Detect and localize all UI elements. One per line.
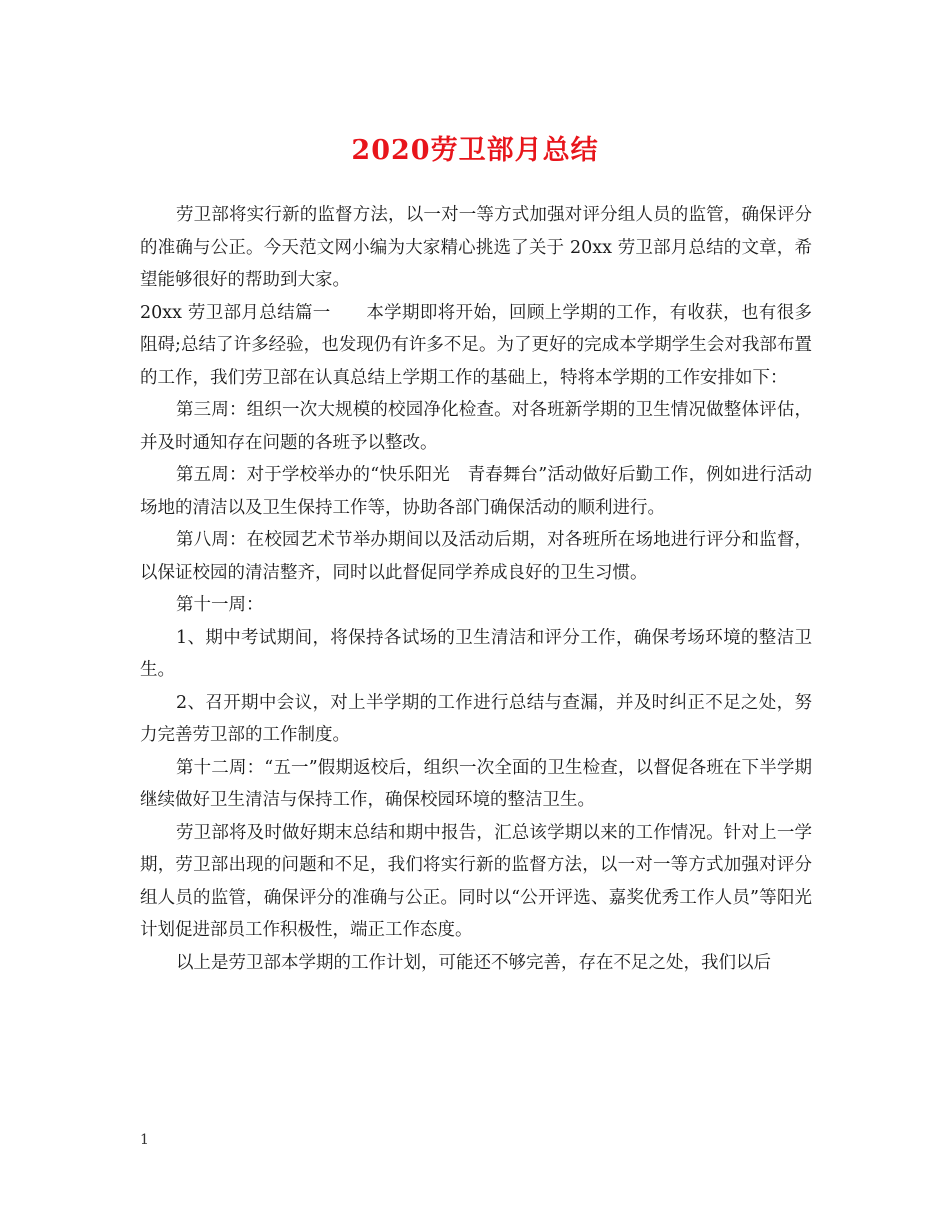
paragraph-week-11-item-1: 1、期中考试期间，将保持各试场的卫生清洁和评分工作，确保考场环境的整洁卫生。 [140, 627, 812, 680]
document-title: 2020劳卫部月总结 [351, 135, 599, 166]
paragraph-week-12: 第十二周：“五一”假期返校后，组织一次全面的卫生检查，以督促各班在下半学期继续做好卫生清洁与保持工作，确保校园环境的整洁卫生。 [140, 757, 812, 810]
page-number: 1 [140, 1132, 149, 1148]
paragraph-summary: 劳卫部将及时做好期末总结和期中报告，汇总该学期以来的工作情况。针对上一学期，劳卫部出现的问题和不足，我们将实行新的监督方法，以一对一等方式加强对评分组人员的监管，确保评分的准确与公正。同时以“公开评选、嘉奖优秀工作人员”等阳光计划促进部员工作积极性，端正工作态度。 [140, 822, 812, 940]
document-body [140, 199, 812, 979]
paragraph-week-11-heading: 第十一周： [176, 595, 264, 615]
paragraph-week-3: 第三周：组织一次大规模的校园净化检查。对各班新学期的卫生情况做整体评估，并及时通知存在问题的各班予以整改。 [140, 400, 812, 453]
paragraph-week-11-item-2: 2、召开期中会议，对上半学期的工作进行总结与查漏，并及时纠正不足之处，努力完善劳卫部的工作制度。 [140, 692, 812, 745]
paragraph-week-8: 第八周：在校园艺术节举办期间以及活动后期，对各班所在场地进行评分和监督，以保证校园的清洁整齐，同时以此督促同学养成良好的卫生习惯。 [140, 530, 812, 583]
paragraph-section-one: 20xx 劳卫部月总结篇一 本学期即将开始，回顾上学期的工作，有收获，也有很多阻碍;总结了许多经验，也发现仍有许多不足。为了更好的完成本学期学生会对我部布置的工作，我们劳卫部在认真总结上学期工作的基础上，特将本学期的工作安排如下： [140, 302, 812, 388]
paragraph-closing: 以上是劳卫部本学期的工作计划，可能还不够完善，存在不足之处，我们以后 [176, 952, 771, 973]
paragraph-week-5: 第五周：对于学校举办的“快乐阳光 青春舞台”活动做好后勤工作，例如进行活动场地的清洁以及卫生保持工作等，协助各部门确保活动的顺利进行。 [140, 465, 812, 518]
paragraph-intro: 劳卫部将实行新的监督方法，以一对一等方式加强对评分组人员的监管，确保评分的准确与公正。今天范文网小编为大家精心挑选了关于 20xx 劳卫部月总结的文章，希望能够很好的帮助到大家。 [140, 205, 812, 290]
